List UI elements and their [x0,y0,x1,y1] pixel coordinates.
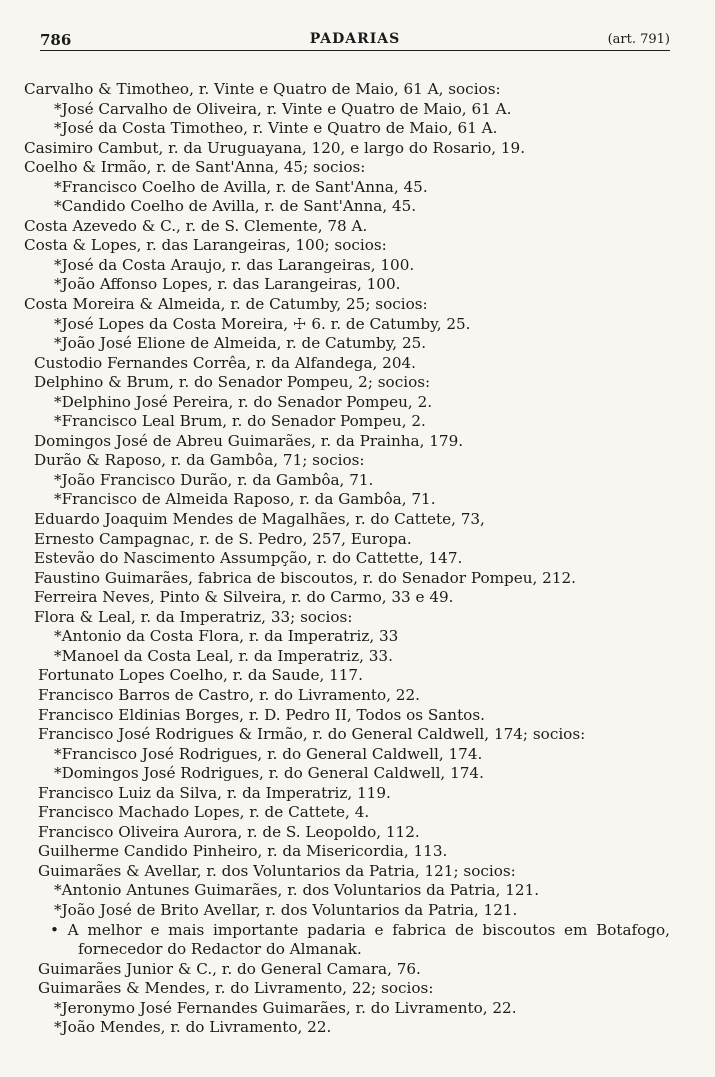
page-number: 786 [40,31,72,49]
partner-entry: *João Mendes, r. do Livramento, 22. [54,1018,332,1037]
business-entry: Costa Moreira & Almeida, r. de Catumby, 25; socios: [24,295,428,314]
business-entry: Fortunato Lopes Coelho, r. da Saude, 117. [38,666,363,685]
business-entry: Estevão do Nascimento Assumpção, r. do Cattette, 147. [34,549,463,568]
partner-entry: *José da Costa Araujo, r. das Larangeiras, 100. [54,255,415,274]
partner-entry: *José da Costa Timotheo, r. Vinte e Quatro de Maio, 61 A. [54,119,498,138]
business-entry: Carvalho & Timotheo, r. Vinte e Quatro de Maio, 61 A, socios: [24,80,501,98]
partner-entry: *João José Elione de Almeida, r. de Catumby, 25. [54,334,427,353]
business-entry: Custodio Fernandes Corrêa, r. da Alfandega, 204. [34,353,416,372]
partner-entry: *Antonio da Costa Flora, r. da Imperatriz, 33 [54,627,399,646]
directory-entries [0,80,715,1038]
business-entry: Flora & Leal, r. da Imperatriz, 33; socios: [34,607,353,626]
business-entry: Francisco Eldinias Borges, r. D. Pedro II, Todos os Santos. [38,705,485,724]
business-entry: Costa & Lopes, r. das Larangeiras, 100; socios: [24,236,387,255]
business-entry: Guimarães Junior & C., r. do General Camara, 76. [38,959,421,978]
business-entry: Guimarães & Mendes, r. do Livramento, 22; socios: [38,979,434,998]
business-entry: Coelho & Irmão, r. de Sant'Anna, 45; socios: [24,158,366,177]
partner-entry: *João Francisco Durão, r. da Gambôa, 71. [54,470,374,489]
business-entry: Francisco Machado Lopes, r. de Cattete, 4. [38,803,370,822]
partner-entry: *Francisco Coelho de Avilla, r. de Sant'Anna, 45. [54,177,428,196]
partner-entry: *Antonio Antunes Guimarães, r. dos Voluntarios da Patria, 121. [54,881,540,900]
business-entry: Domingos José de Abreu Guimarães, r. da Prainha, 179. [34,431,464,450]
business-entry: Guimarães & Avellar, r. dos Voluntarios da Patria, 121; socios: [38,861,516,880]
business-entry: Casimiro Cambut, r. da Uruguayana, 120, e largo do Rosario, 19. [24,138,526,157]
partner-entry: *José Carvalho de Oliveira, r. Vinte e Quatro de Maio, 61 A. [54,99,512,118]
business-entry: Ernesto Campagnac, r. de S. Pedro, 257, Europa. [34,529,412,548]
partner-entry: *Francisco José Rodrigues, r. do General Caldwell, 174. [54,744,483,763]
partner-entry: *João José de Brito Avellar, r. dos Voluntarios da Patria, 121. [54,900,518,919]
partner-entry: *José Lopes da Costa Moreira, ☩ 6. r. de Catumby, 25. [54,314,471,333]
partner-entry: *Domingos José Rodrigues, r. do General Caldwell, 174. [54,764,484,783]
business-entry: Ferreira Neves, Pinto & Silveira, r. do Carmo, 33 e 49. [34,588,454,607]
partner-entry: *João Affonso Lopes, r. das Larangeiras, 100. [54,275,401,294]
partner-entry: *Manoel da Costa Leal, r. da Imperatriz, 33. [54,646,393,665]
partner-entry: *Francisco Leal Brum, r. do Senador Pompeu, 2. [54,412,426,431]
business-entry: Faustino Guimarães, fabrica de biscoutos, r. do Senador Pompeu, 212. [34,568,577,587]
page-header [40,28,670,51]
business-entry: Guilherme Candido Pinheiro, r. da Misericordia, 113. [38,842,448,861]
business-entry: Francisco Barros de Castro, r. do Livramento, 22. [38,685,420,704]
partner-entry: *Candido Coelho de Avilla, r. de Sant'Anna, 45. [54,197,417,216]
partner-entry: *Francisco de Almeida Raposo, r. da Gambôa, 71. [54,490,436,509]
partner-entry: *Jeronymo José Fernandes Guimarães, r. do Livramento, 22. [54,998,517,1017]
business-entry: Costa Azevedo & C., r. de S. Clemente, 78 A. [24,216,368,235]
business-entry: Francisco José Rodrigues & Irmão, r. do General Caldwell, 174; socios: [38,725,586,744]
advertisement-note: • A melhor e mais importante padaria e fabrica de biscoutos em Botafogo, fornecedor do Redactor do Almanak. [50,920,670,959]
business-entry: Francisco Luiz da Silva, r. da Imperatriz, 119. [38,783,391,802]
business-entry: Eduardo Joaquim Mendes de Magalhães, r. do Cattete, 73, [34,510,485,529]
business-entry: Durão & Raposo, r. da Gambôa, 71; socios: [34,451,365,470]
section-reference: (art. 791) [607,32,670,47]
business-entry: Francisco Oliveira Aurora, r. de S. Leopoldo, 112. [38,822,420,841]
business-entry: Delphino & Brum, r. do Senador Pompeu, 2; socios: [34,373,431,392]
partner-entry: *Delphino José Pereira, r. do Senador Pompeu, 2. [54,392,433,411]
running-title: PADARIAS [309,31,401,47]
